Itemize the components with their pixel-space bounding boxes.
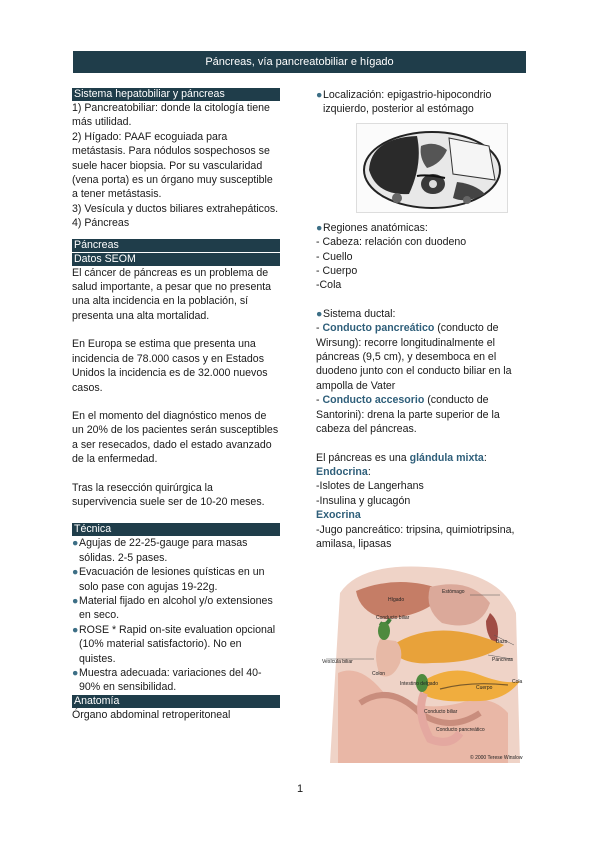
label-conducto-pancreatico: Conducto pancreático	[436, 727, 485, 734]
paragraph: En el momento del diagnóstico menos de un 20% de los pacientes serán susceptibles a ser resecados, dado el estado avanzado de la enfermedad.	[72, 409, 279, 466]
bullet-icon: ●	[72, 537, 79, 550]
list-item: - Cuerpo	[316, 265, 358, 278]
paragraph: En Europa se estima que presenta una incidencia de 78.000 casos y en Estados Unidos la incidencia es de 32.000 nuevos casos.	[72, 338, 268, 394]
list-item: - Cabeza: relación con duodeno	[316, 236, 467, 249]
list-item: 1) Pancreatobiliar: donde la citología tiene más utilidad.	[72, 102, 270, 129]
left-column	[72, 88, 280, 722]
label-colon: Colon	[372, 671, 386, 678]
list-item: -Insulina y glucagón	[316, 494, 411, 507]
bullet-item: ● Agujas de 22-25-gauge para masas sólidas. 2-5 pases.	[72, 537, 248, 564]
bullet-item: ● Material fijado en alcohol y/o extensiones en seco.	[72, 594, 273, 622]
heading-endocrina: Endocrina:	[316, 465, 371, 478]
bullet-item: ● Muestra adecuada: variaciones del 40-90% en sensibilidad.	[72, 667, 262, 694]
list-item: 2) Hígado: PAAF ecoguiada para metástasis. Para nódulos sospechosos se suele hacer biopsia. Por su vascularidad (vena porta) es un órgano muy susceptible a tener metástasis.	[72, 130, 273, 201]
ct-scan-drawing	[357, 124, 507, 212]
section-header-anatomia: Anatomía	[72, 695, 280, 708]
bullet-icon: ●	[316, 307, 323, 320]
label-conducto-biliar-2: Conducto biliar	[424, 709, 458, 716]
section-header-tecnica: Técnica	[72, 523, 280, 536]
paragraph: Órgano abdominal retroperitoneal	[72, 708, 231, 721]
list-item: - Cuello	[316, 250, 353, 263]
paragraph: - Conducto accesorio (conducto de Santorini): drena la parte superior de la cabeza del páncreas.	[316, 394, 500, 436]
label-intestino: Intestino delgado	[400, 681, 439, 688]
label-higado: Hígado	[388, 597, 405, 604]
paragraph: El cáncer de páncreas es un problema de salud importante, a pesar que no presenta una alta incidencia en la población, sí presenta una alta mortalidad.	[72, 266, 272, 322]
page-title: Páncreas, vía pancreatobiliar e hígado	[73, 51, 526, 73]
list-item: 4) Páncreas	[72, 217, 130, 230]
bullet-item: ● Sistema ductal:	[316, 307, 396, 320]
bullet-icon: ●	[316, 221, 323, 234]
term-glandula-mixta: glándula mixta	[409, 451, 484, 464]
bullet-icon: ●	[72, 667, 79, 679]
label-bazo: Bazo	[496, 639, 508, 646]
label-copyright: © 2000 Terese Winslow	[470, 755, 523, 762]
bullet-item: ● Regiones anatómicas:	[316, 221, 428, 234]
list-item: -Islotes de Langerhans	[316, 480, 424, 493]
pancreas-anatomy-illustration	[320, 563, 532, 763]
heading-exocrina: Exocrina	[316, 509, 361, 522]
bullet-icon: ●	[72, 594, 79, 607]
paragraph: Tras la resección quirúrgica la supervivencia suele ser de 10-20 meses.	[72, 481, 265, 508]
list-item: -Jugo pancreático: tripsina, quimiotripsina, amilasa, lipasas	[316, 523, 515, 550]
label-cola: Cola	[512, 679, 523, 686]
label-estomago: Estómago	[442, 589, 465, 596]
bullet-item: ● Localización: epigastrio-hipocondrio izquierdo, posterior al estómago	[316, 89, 492, 116]
bullet-icon: ●	[316, 89, 323, 101]
list-item: -Cola	[316, 279, 342, 292]
section-header-hepatobiliar: Sistema hepatobiliar y páncreas	[72, 88, 280, 101]
anatomy-drawing	[320, 563, 532, 763]
bullet-icon: ●	[72, 623, 79, 636]
term-conducto-pancreatico: Conducto pancreático	[322, 322, 435, 335]
label-vesicula: Vesícula biliar	[322, 659, 353, 666]
paragraph: - Conducto pancreático (conducto de Wirsung): recorre longitudinalmente el páncreas (9,5 cm), y desemboca en el duodeno junto con el conducto biliar en la ampolla de Vater	[316, 322, 512, 392]
bullet-item: ● ROSE * Rapid on-site evaluation opcional (10% material satisfactorio). No en quistes.	[72, 623, 276, 665]
label-pancreas: Páncreas	[492, 657, 514, 664]
bullet-item: ● Evacuación de lesiones quísticas en un solo pase con agujas 19-22g.	[72, 566, 265, 593]
ct-scan-image	[356, 123, 508, 213]
subsection-header-seom: Datos SEOM	[72, 253, 280, 266]
right-column	[316, 88, 532, 763]
term-conducto-accesorio: Conducto accesorio	[322, 394, 425, 407]
bullet-icon: ●	[72, 566, 79, 579]
section-header-pancreas: Páncreas	[72, 239, 280, 252]
paragraph: El páncreas es una glándula mixta:	[316, 451, 487, 464]
label-conducto-biliar: Conducto biliar	[376, 615, 410, 622]
page-number: 1	[296, 783, 304, 795]
list-item: 3) Vesícula y ductos biliares extrahepáticos.	[72, 202, 279, 215]
label-cuerpo: Cuerpo	[476, 685, 493, 692]
